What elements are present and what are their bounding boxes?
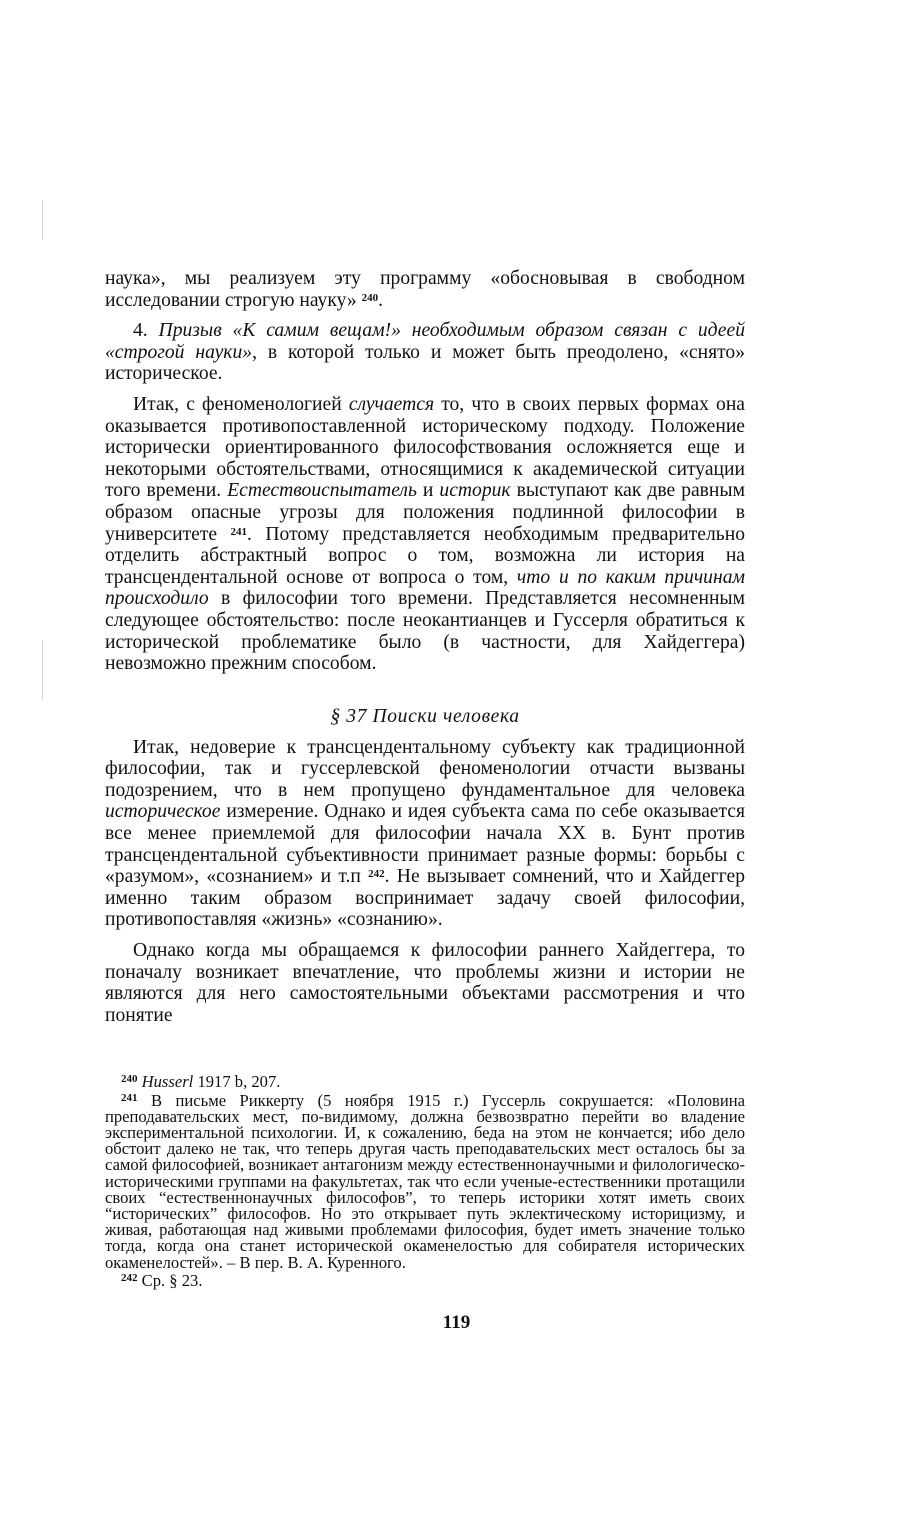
footnote-number: 241: [121, 1091, 138, 1104]
paragraph-4: [105, 737, 745, 931]
paragraph-text: выступают как две равным образом опасные угрозы для положения подлинной философии в университете: [105, 480, 745, 545]
footnote-author: Husserl: [141, 1072, 194, 1092]
section-heading: § 37 Поиски человека: [330, 705, 520, 727]
paragraph-2: [105, 320, 745, 385]
paragraph-3: [105, 394, 745, 675]
paragraph-text: Итак, с феноменологией: [133, 393, 349, 415]
paragraph-text: измерение. Однако и идея субъекта сама по себе оказывается все менее приемлемой для философии начала XX в. Бунт против трансцендентальной субъективности принимает разные формы: борьбы с «разумом», «сознанием» и т.п: [105, 801, 745, 888]
paragraph-text: . Потому представляется необходимым предварительно отделить абстрактный вопрос о том, возможна ли история на трансцендентальной основе от вопроса о том,: [105, 523, 745, 588]
paragraph-1: [105, 268, 745, 311]
footnotes: [105, 1074, 745, 1289]
footnote-number: 240: [121, 1073, 138, 1086]
paragraph-text: наука», мы реализуем эту программу «обосновывая в свободном исследовании строгую науку»: [105, 268, 745, 311]
scan-margin-mark: [42, 200, 43, 240]
footnote-242: [105, 1270, 745, 1290]
paragraph-text: то, что в своих первых формах она оказывается противопоставленной историческому подходу. Положение исторически ориентированного философствования осложняется еще и некоторыми обстоятельствами, относящимися к академической ситуации того времени.: [105, 393, 745, 502]
italic-text: историческое: [105, 801, 221, 823]
footnote-241: [105, 1090, 745, 1272]
italic-text: случается: [348, 393, 435, 415]
footnote-text: В письме Риккерту (5 ноября 1915 г.) Гуссерль сокрушается: «Половина преподавательских мест, по-видимому, должна безвозвратно перейти во владение экспериментальной психологии. И, к сожалению, беда на этом не кончается; ибо дело обстоит далеко не так, что теперь другая часть преподавательских мест осталось бы за самой философией, возникает антагонизм между естественнонаучными и филологическо-историческими группами на факультетах, так что если ученые-естественники протащили своих “естественнонаучных философов”, то теперь историки хотят иметь своих “исторических” философов. Но это открывает путь эклектическому историцизму, и живая, работающая над живыми проблемами философия, будет иметь значение только тогда, когда она станет исторической окаменелостью для собирателя исторических окаменелостей». – В пер. В. А. Куренного.: [105, 1090, 745, 1272]
paragraph-text: в философии того времени. Представляется несомненным следующее обстоятельство: после неокантианцев и Гуссерля обратиться к исторической проблематике было (в частности, для Хайдеггера) невозможно прежним способом.: [105, 588, 745, 675]
page-body: [105, 268, 745, 1289]
paragraph-text: и: [416, 480, 440, 502]
italic-text: историк: [439, 480, 511, 502]
italic-text: Призыв «К самим вещам!» необходимым образом связан с идеей «строгой науки»: [105, 320, 745, 363]
footnote-ref-242[interactable]: 242: [368, 868, 385, 881]
paragraph-text: Итак, недоверие к трансцендентальному субъекту как традиционной философии, так и гуссерлевской феноменологии отчасти вызваны подозрением, что в нем пропущено фундаментальное для человека: [105, 736, 745, 801]
footnote-240: [105, 1074, 745, 1090]
footnote-ref-241[interactable]: 241: [230, 525, 248, 538]
italic-text: что и по каким причинам происходило: [105, 566, 745, 610]
paragraph-5: Однако когда мы обращаемся к философии раннего Хайдеггера, то поначалу возникает впечатление, что проблемы жизни и истории не являются для него самостоятельными объектами рассмотрения и что понятие: [105, 940, 745, 1026]
footnote-number: 242: [121, 1271, 138, 1284]
page-number: 119: [442, 1312, 471, 1333]
paragraph-text: , в которой только и может быть преодолено, «снято» историческое.: [105, 341, 745, 385]
paragraph-text: .: [378, 289, 383, 311]
italic-text: Естествоиспытатель: [227, 480, 417, 502]
paragraph-text: 4.: [133, 320, 159, 342]
footnote-ref-240[interactable]: 240: [361, 291, 379, 304]
footnote-text: 1917 b, 207.: [193, 1072, 281, 1092]
paragraph-text: . Не вызывает сомнений, что и Хайдеггер именно таким образом воспринимает задачу своей философии, противопоставляя «жизнь» «сознанию».: [105, 866, 745, 931]
scan-margin-mark: [42, 640, 43, 700]
footnote-text: Ср. § 23.: [137, 1270, 203, 1290]
